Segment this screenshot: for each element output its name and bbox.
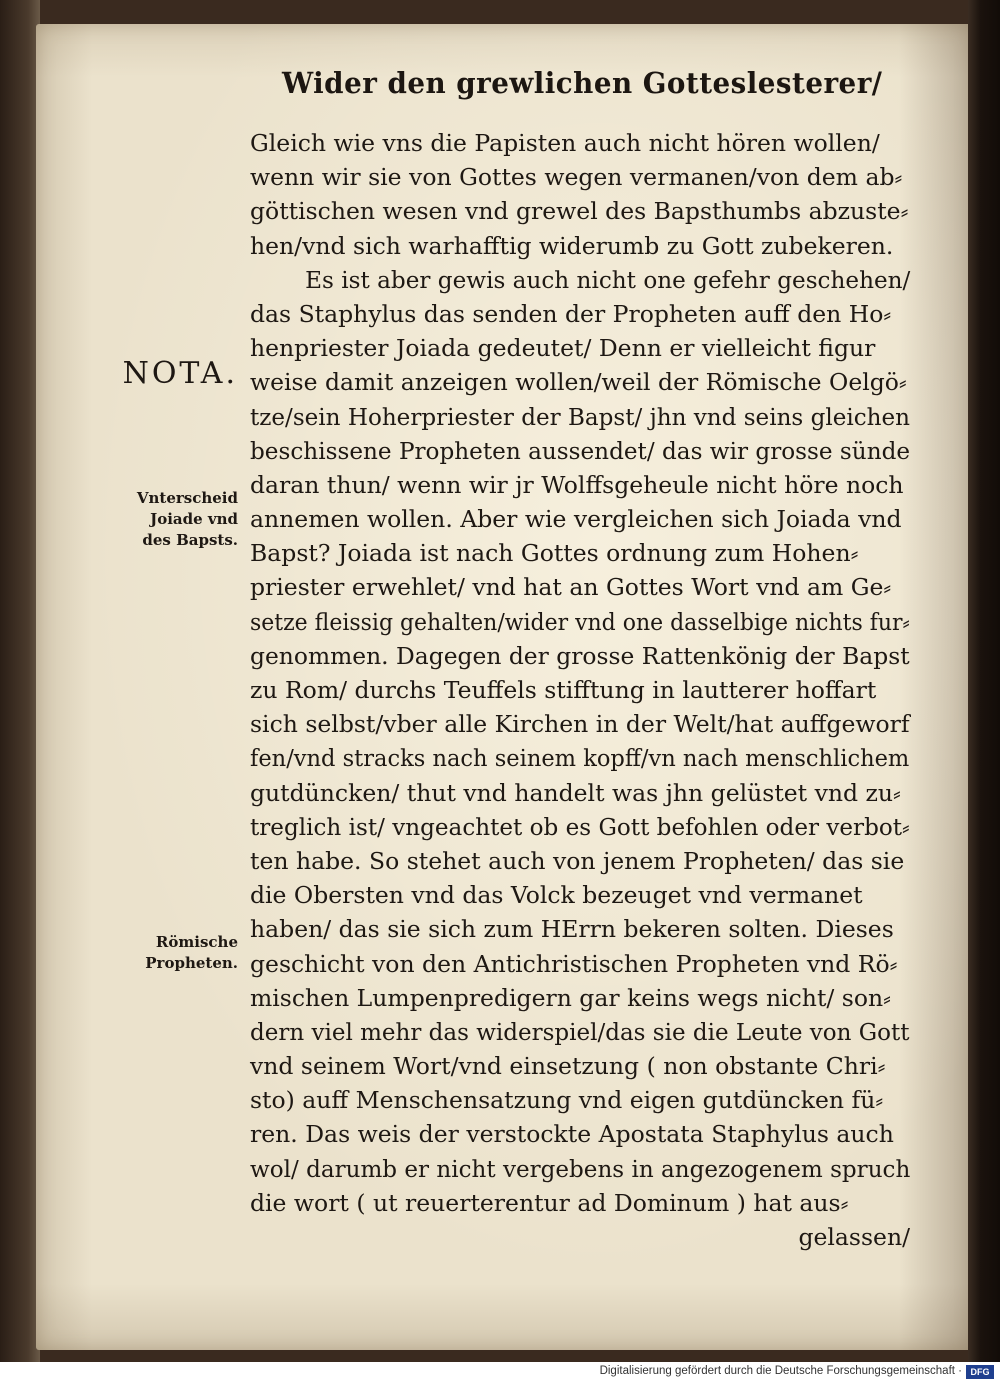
text-line: sto) auff Menschensatzung vnd eigen gutdüncken fü⸗ bbox=[250, 1086, 884, 1115]
text-line: fen/vnd stracks nach seinem kopff/vn nach menschlichem bbox=[250, 744, 910, 773]
catchword: gelassen/ bbox=[798, 1223, 910, 1251]
margin-note-line: Römische bbox=[155, 933, 238, 951]
margin-note-line: Propheten. bbox=[145, 954, 238, 972]
text-line: weise damit anzeigen wollen/weil der Römische Oelgö⸗ bbox=[250, 368, 907, 397]
text-line: beschissene Propheten aussendet/ das wir grosse sünde bbox=[250, 436, 911, 465]
margin-note-line: Vnterscheid bbox=[136, 489, 238, 507]
text-line: dern viel mehr das widerspiel/das sie die Leute von Gott bbox=[250, 1017, 910, 1046]
body-text bbox=[250, 126, 910, 1254]
text-line: wol/ darumb er nicht vergebens in angezogenem spruch bbox=[250, 1154, 911, 1183]
text-line: treglich ist/ vngeachtet ob es Gott befohlen oder verbot⸗ bbox=[250, 812, 910, 841]
text-line: wenn wir sie von Gottes wegen vermanen/von dem ab⸗ bbox=[250, 163, 903, 192]
book-left-edge bbox=[0, 0, 40, 1362]
text-line: sich selbst/vber alle Kirchen in der Welt/hat auffgeworf bbox=[250, 710, 910, 739]
text-line: das Staphylus das senden der Propheten auff den Ho⸗ bbox=[250, 299, 892, 328]
running-head: Wider den grewlichen Gotteslesterer/ bbox=[282, 66, 883, 100]
text-line: setze fleissig gehalten/wider vnd one dasselbige nichts fur⸗ bbox=[250, 607, 910, 636]
text-line: Gleich wie vns die Papisten auch nicht hören wollen/ bbox=[250, 129, 880, 157]
funding-credit: Digitalisierung gefördert durch die Deutsche Forschungsgemeinschaft · bbox=[599, 1365, 962, 1377]
text-line: priester erwehlet/ vnd hat an Gottes Wort vnd am Ge⸗ bbox=[250, 573, 892, 602]
book-gutter bbox=[968, 0, 1000, 1362]
text-line: ten habe. So stehet auch von jenem Propheten/ das sie bbox=[250, 846, 905, 875]
text-line: tze/sein Hoherpriester der Bapst/ jhn vnd seins gleichen bbox=[250, 402, 910, 431]
text-line: vnd seinem Wort/vnd einsetzung ( non obstante Chri⸗ bbox=[250, 1052, 886, 1081]
margin-note-nota: NOTA. bbox=[122, 356, 238, 391]
margin-note-line: des Bapsts. bbox=[142, 531, 238, 549]
text-line: gutdüncken/ thut vnd handelt was jhn gelüstet vnd zu⸗ bbox=[250, 778, 901, 807]
text-line: hen/vnd sich warhafftig widerumb zu Gott zubekeren. bbox=[250, 231, 894, 260]
text-line: mischen Lumpenpredigern gar keins wegs nicht/ son⸗ bbox=[250, 983, 891, 1012]
text-line: zu Rom/ durchs Teuffels stifftung in lautterer hoffart bbox=[250, 676, 877, 704]
dfg-logo-icon: DFG bbox=[966, 1365, 994, 1379]
margin-note-roemische-propheten bbox=[96, 932, 238, 974]
footer-bar bbox=[0, 1362, 1000, 1382]
text-line: henpriester Joiada gedeutet/ Denn er vielleicht figur bbox=[250, 334, 876, 363]
text-line: daran thun/ wenn wir jr Wolffsgeheule nicht höre noch bbox=[250, 470, 904, 499]
text-line: göttischen wesen vnd grewel des Bapsthumbs abzuste⸗ bbox=[250, 197, 909, 226]
text-line: genommen. Dagegen der grosse Rattenkönig der Bapst bbox=[250, 641, 910, 670]
text-line: haben/ das sie sich zum HErrn bekeren solten. Dieses bbox=[250, 915, 894, 944]
text-line-paragraph-start: Es ist aber gewis auch nicht one gefehr geschehen/ bbox=[305, 265, 911, 294]
text-line: ren. Das weis der verstockte Apostata Staphylus auch bbox=[250, 1120, 894, 1149]
text-line: Bapst? Joiada ist nach Gottes ordnung zum Hohen⸗ bbox=[250, 539, 859, 568]
text-line: annemen wollen. Aber wie vergleichen sich Joiada vnd bbox=[250, 505, 902, 534]
margin-note-unterscheid bbox=[96, 488, 238, 551]
text-line: die Obersten vnd das Volck bezeuget vnd vermanet bbox=[250, 881, 863, 910]
text-line: die wort ( ut reuerterentur ad Dominum ) hat aus⸗ bbox=[250, 1188, 849, 1217]
text-line: geschicht von den Antichristischen Propheten vnd Rö⸗ bbox=[250, 949, 898, 978]
margin-note-line: Joiade vnd bbox=[150, 510, 238, 528]
